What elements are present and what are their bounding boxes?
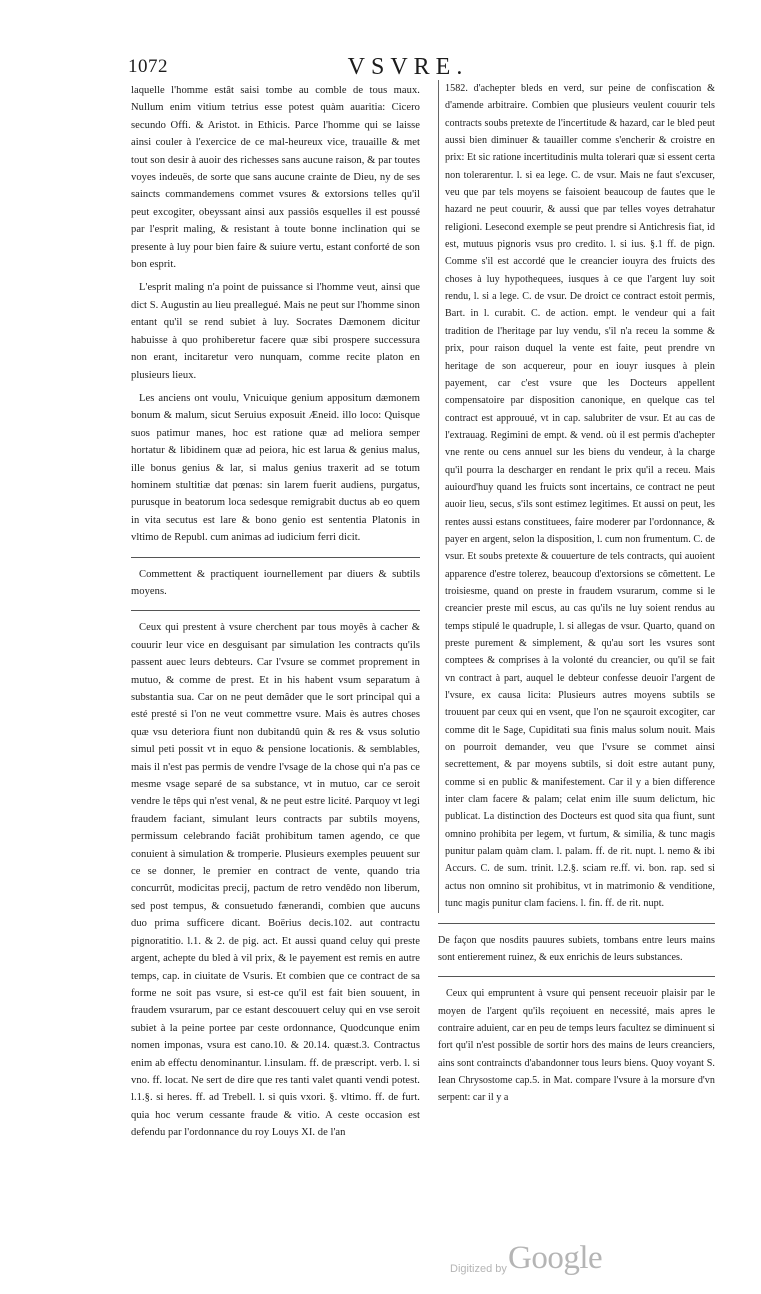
left-para-2: L'esprit maling n'a point de puissance si l'homme veut, ainsi que dict S. Augustin au lieu preallegué. Mais ne peut sur l'homme sinon entant qu'il se rend subiet à luy. Socrates Dæmonem dicitur habuisse à quo prohiberetur facere quæ sibi prospere successura non erant, incitaretur vero nunquam, comme recite platon en plusieurs lieux. — [131, 282, 420, 381]
right-column — [438, 80, 715, 1107]
google-logo: Google — [508, 1240, 603, 1276]
watermark-digitized-text: Digitized by — [450, 1263, 507, 1275]
right-para-1: 1582. d'achepter bleds en verd, sur peine de confiscation & d'amende arbitraire. Combien que plusieurs veulent couurir tels contracts soubs pretexte de l'incertitude & hazard, car le bled peut aussi bien diminuer & tauailler comme s'encherir & croistre en prix: Et sic ratione incertitudinis multa tolerari quæ si essent certa non tolerarentur. l. si ea lege. C. de vsur. Mais ne faut s'excuser, veu que par tels moyens se faisoient beaucoup de fautes que le hazard ne peut couurir, & aussi que par telles voyes detrahatur religioni. Lesecond exemple se peut prendre si Antichresis fiat, id est, mutuus pignoris vsus pro credito. l. si ius. §.1 ff. de pign. Comme s'il est accordé que le creancier iouyra des fruicts des choses à luy hypothequees, iusques à ce que l'argent luy soit rendu, l. si a lege. C. de vsur. De droict ce contract estoit permis, Bart. in l. curabit. C. de action. empt. le vendeur qui a fait tradition de l'heritage par luy vendu, s'il n'a receu la somme & prix, pour raison duquel la vente est faite, peut prendre vn heritage de son acquereur, pour en iouyr iusques à plein payement, car c'est vsure que les Docteurs appellent compensatoire par disposition canonique, en quelque cas tel contract est approuué, vt in cap. salubriter de vsur. Et au cas de l'extrauag. Regimini de empt. & vend. où il est permis d'achepter vne rente ou cens annuel sur les biens du vendeur, à la charge qu'il pourra la descharger en rendant le prix qu'il a receu. Mais auiourd'huy quand les fruicts sont incertains, ce contract ne peut auoir lieu, secus, s'ils sont estimez legitimes. Et aussi on peut, les rentes aussi estans constituees, faire moderer par l'ordonnance, & payer en argent, selon la disposition, l. cum non frumentum. C. de vsur. Et soubs pretexte & couuerture de tels contracts, qui auoient apparence d'estre tolerez, beaucoup d'extorsions se cõmettent. Le troisiesme, quand on preste in fraudem vsurarum, comme si le creancier preste mil escus, au cas qu'ils ne luy soient rendus au temps stipulé le quadruple, l. si allegas de vsur. Quarto, quand on preste purement & simplement, & qu'au sort les vsures sont comptees & comprises à la volonté du creancier, ou qu'il se fait vn contract à part, auquel le debteur confesse deuoir l'argent de l'vsure, ex causa licita: Plusieurs autres moyens subtils se trouuent par ceux qui en vsent, que l'on ne sçauroit excogiter, car comme dit le Sage, Cupiditati sua finis malus solum nouit. Mais on pourroit demander, veu que l'vsure se commet ainsi secrettement, & par moyens subtils, si doit estre autant puny, comme si en public & manifestement. Car il y a bien difference inter clam facere & palam; celat enim ille suum delictum, hic publicat. La distinction des Docteurs est quod sita qua fiunt, sunt omnino prohibita per legem, vt furtum, & similia, & tunc magis punitur palam quàm clam. l. palam. ff. de rit. nupt. l. nemo & ibi Accurs. C. de sum. trinit. l.2.§. sciam re.ff. vi. bon. rap. sed si actus non omnino sit prohibitus, vt in matrimonio & venditione, tunc magis punitur clam faciens. l. fin. ff. de rit. nupt. — [438, 80, 715, 913]
section-divider — [131, 557, 420, 558]
section-divider-3 — [438, 923, 715, 924]
left-para-3: Les anciens ont voulu, Vnicuique genium appositum dæmonem bonum & malum, sicut Seruius exposuit Æneid. illo loco: Quisque suos patimur manes, hoc est ratione quæ ad meliora semper hortatur & libidinem quæ ad peiora, hic est larua & genius malus, ille bonus genius & lar, si malus genius traxerit ad se totum hominem stultitiæ dat pœnas: sin larem fuerit audiens, purgatus, purusque in beatorum loca sedesque remigrabit ductus ab eo quem in vita secutus est lare & bono genio est sententia Platonis in vltimo de Republ. cum animas ad iudicium ferri dicit. — [131, 392, 420, 544]
running-title: VSVRE. — [347, 54, 469, 80]
section-divider-2 — [131, 610, 420, 611]
left-section-heading: Commettent & practiquent iournellement par diuers & subtils moyens. — [131, 568, 420, 597]
section-divider-4 — [438, 976, 715, 977]
page-number: 1072 — [128, 56, 168, 77]
left-column — [131, 82, 420, 1142]
left-para-4: Ceux qui prestent à vsure cherchent par tous moyês à cacher & couurir leur vice en desguisant par simulation les contracts qu'ils passent auec leurs debteurs. Car l'vsure se commet proprement in mutuo, & comme de prest. Et in his habent vsum separatum à substantia sua. Car on ne peut demâder que le sort principal qui a esté presté si l'on ne veut commettre vsure. Mais ès autres choses quæ vsu deteriora fiunt non dubitandû quin & res & vsus solutio simul peti possit vt in equo & pensione locationis. & semblables, mais il n'est pas permis de vendre l'vsage de la chose qui n'a pas ce mesme vsage separé de sa substance, vt in mutuo, car ce seroit vendre le têps qui n'est venal, & ne peut estre licité. Parquoy vt legi fraudem faciant, simulant leurs contracts par subtils moyens, permissum celebrando faciât prohibitum tamen agendo, ce que conuient à simulation & tromperie. Plusieurs exemples peuuent sur ce se donner, le premier en contract de vente, quando tria concurrût, modicitas precij, pactum de retro vendêdo non liberum, sed post tempus, & consuetudo fænerandi, combien que aucuns duo prima sufficere dicant. Boërius decis.102. aut contractu pignoratitio. l.1. & 2. de pig. act. Et aussi quand celuy qui preste argent, achepte du bled à vil prix, & le payement est remis en autre temps, cap. in ciuitate de Vsuris. Et combien que ce contract de sa forme ne soit pas vsure, si est-ce qu'il est fait bien souuent, in fraudem vsurarum, par ce estant descouuert celuy qui en vse seroit subiet à la peine portee par ceste ordonnance, Quodcunque enim nomen imponas, vsura est cano.10. & 20.14. quæst.3. Contractus enim ab effectu denominantur. l.insulam. ff. de præscript. verb. l. si vno. ff. locat. Ne sert de dire que res tanti valet quanti vendi potest. l.1.§. si heres. ff. ad Trebell. l. si quis vxori. §. vltimo. ff. de furt. quia hoc verum cessante fraude & vitio. A ceste occasion est defendu par l'ordonnance du roy Louys XI. de l'an — [131, 622, 420, 1139]
right-section-heading: De façon que nosdits pauures subiets, tombans entre leurs mains sont entierement ruinez, & eux enrichis de leurs substances. — [438, 934, 715, 963]
google-digitized-watermark — [450, 1240, 610, 1280]
right-para-2: Ceux qui empruntent à vsure qui pensent receuoir plaisir par le moyen de l'argent qu'ils reçoiuent en necessité, mais apres le contraire aduient, car en peu de temps leurs facultez se diminuent si fort qu'il n'est possible de sortir hors des mains de leurs creanciers, ains sont contraincts d'abandonner tous leurs biens. Quoy voyant S. Iean Chrysostome cap.5. in Mat. compare l'vsure à la morsure d'vn serpent: car il y a — [438, 988, 715, 1104]
left-para-1: laquelle l'homme estât saisi tombe au comble de tous maux. Nullum enim vitium tetrius esse potest quàm auaritia: Cicero secundo Offi. & Aristot. in Ethicis. Parce l'homme qui se laisse ainsi couler à l'exercice de ce mal-heureux vice, trauaille & met tout son desir à auoir des richesses sans aucune raison, & par toutes voyes indeuës, de sorte que sans aucune crainte de Dieu, ny de ses saincts commandemens commet vsures & extorsions telles qu'il peut excogiter, obeyssant ainsi aux passiôs esquelles il est poussé par l'esprit maling, & resistant à toute bonne inclination qui se presente à luy pour bien faire & suiure vertu, estant conforté de son bon esprit. — [131, 85, 420, 271]
